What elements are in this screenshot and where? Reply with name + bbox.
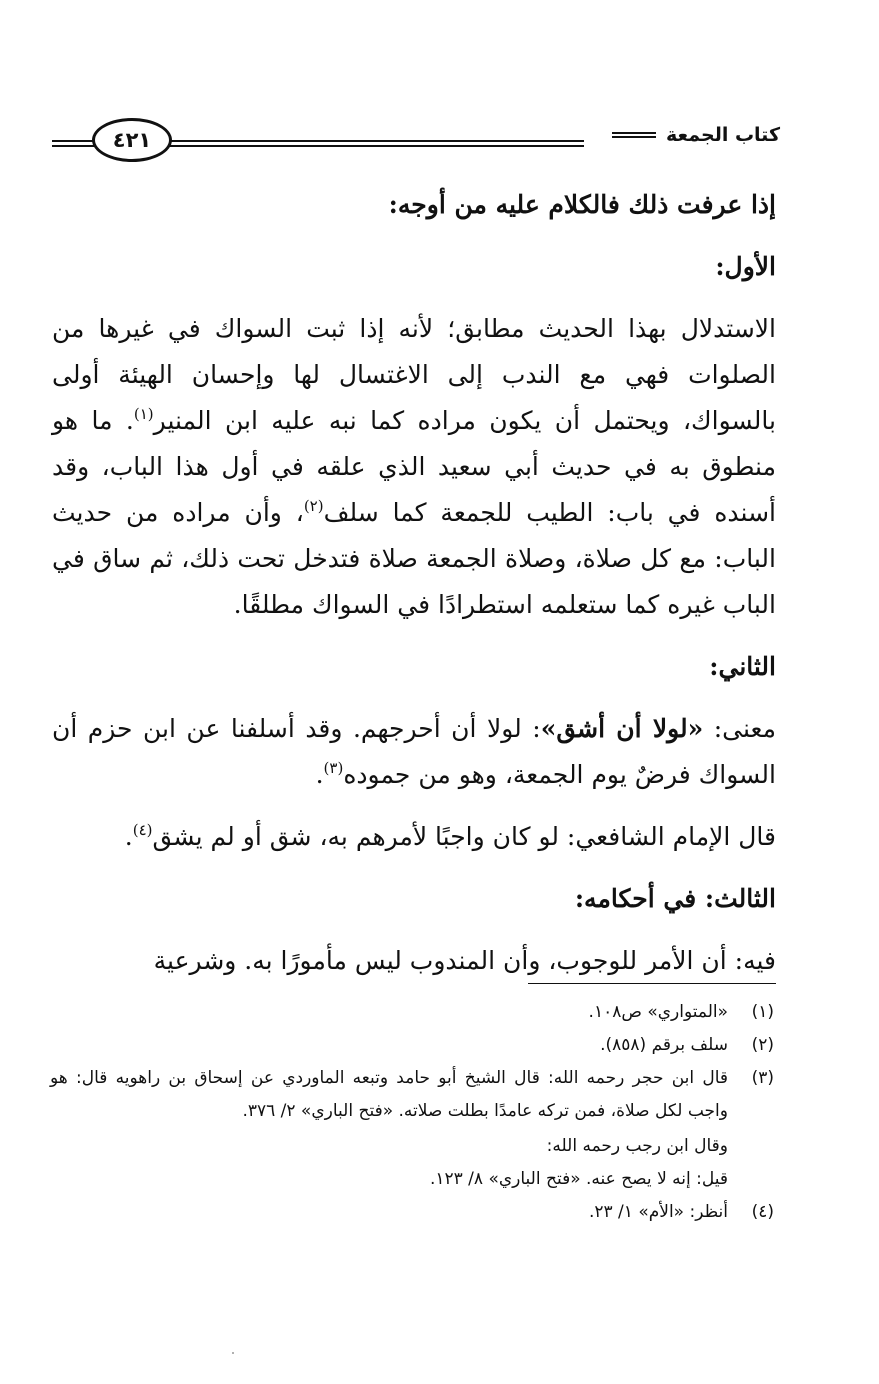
first-text-2: . ما هو منطوق به في حديث أبي سعيد الذي علقه في أول هذا الباب، وقد أسنده في باب: الطيب للجمعة كما سلف (52, 406, 776, 527)
running-head (612, 124, 780, 146)
first-paragraph (52, 306, 776, 628)
page-header (52, 112, 780, 168)
footnote-text: قال ابن حجر رحمه الله: قال الشيخ أبو حامد وتبعه الماوردي عن إسحاق بن راهويه قال: هو واجب لكل صلاة، فمن تركه عامدًا بطلت صلاته. «فتح الباري» ٢/ ٣٧٦. (50, 1068, 728, 1121)
footnote-4 (50, 1196, 774, 1229)
second-text-1: معنى: (703, 714, 777, 743)
footnotes (50, 996, 774, 1229)
footnote-text: أنظر: «الأم» ١/ ٢٣. (588, 1202, 728, 1222)
shafii-text-2: . (124, 822, 133, 851)
footnote-number: (٣) (751, 1068, 774, 1088)
footnote-number: (١) (751, 1002, 774, 1022)
print-speck (232, 1352, 234, 1354)
third-heading: الثالث: في أحكامه: (574, 884, 776, 913)
footnote-1 (50, 996, 774, 1029)
second-text-3: . (315, 760, 324, 789)
header-dash (612, 132, 656, 138)
page-number: ٤٢١ (92, 118, 172, 162)
second-paragraph (52, 706, 776, 798)
footnote-number: (٤) (751, 1202, 774, 1222)
first-heading: الأول: (715, 252, 776, 281)
body-text (52, 182, 776, 1000)
footnote-2 (50, 1029, 774, 1062)
footnote-ref-1[interactable]: (١) (133, 405, 154, 423)
second-text-2: : لولا أن أحرجهم. وقد أسلفنا عن ابن حزم أن السواك فرضٌ يوم الجمعة، وهو من جموده (52, 714, 776, 789)
second-heading: الثاني: (709, 652, 776, 681)
first-text-3: ، وأن مراده من حديث الباب: مع كل صلاة، وصلاة الجمعة صلاة فتدخل تحت ذلك، ثم ساق في الباب غيره كما ستعلمه استطرادًا في السواك مطلقًا. (52, 498, 776, 619)
footnote-text-extra-1: وقال ابن رجب رحمه الله: (546, 1136, 728, 1156)
shafii-text-1: قال الإمام الشافعي: لو كان واجبًا لأمرهم به، شق أو لم يشق (152, 822, 776, 851)
footnote-separator (528, 983, 776, 984)
footnote-text-extra-2: قيل: إنه لا يصح عنه. «فتح الباري» ٨/ ١٢٣. (429, 1169, 728, 1189)
footnote-text: «المتواري» ص١٠٨. (588, 1002, 728, 1022)
book-title: كتاب الجمعة (666, 124, 780, 146)
footnote-ref-4[interactable]: (٤) (132, 821, 153, 839)
hadith-quote: «لولا أن أشق» (540, 714, 704, 743)
intro-line: إذا عرفت ذلك فالكلام عليه من أوجه: (388, 190, 776, 219)
shafii-paragraph (52, 814, 776, 860)
footnote-text: سلف برقم (٨٥٨). (600, 1035, 728, 1055)
first-text-1: الاستدلال بهذا الحديث مطابق؛ لأنه إذا ثبت السواك في غيرها من الصلوات فهي مع الندب إلى الاغتسال لها وإحسان الهيئة أولى بالسواك، ويحتمل أن يكون مراده كما نبه عليه ابن المنير (52, 314, 776, 435)
footnote-number: (٢) (751, 1035, 774, 1055)
header-rule (164, 140, 584, 147)
third-paragraph: فيه: أن الأمر للوجوب، وأن المندوب ليس مأمورًا به. وشرعية (153, 946, 776, 975)
footnote-ref-2[interactable]: (٢) (303, 497, 324, 515)
footnote-3 (50, 1062, 774, 1196)
footnote-ref-3[interactable]: (٣) (323, 759, 344, 777)
